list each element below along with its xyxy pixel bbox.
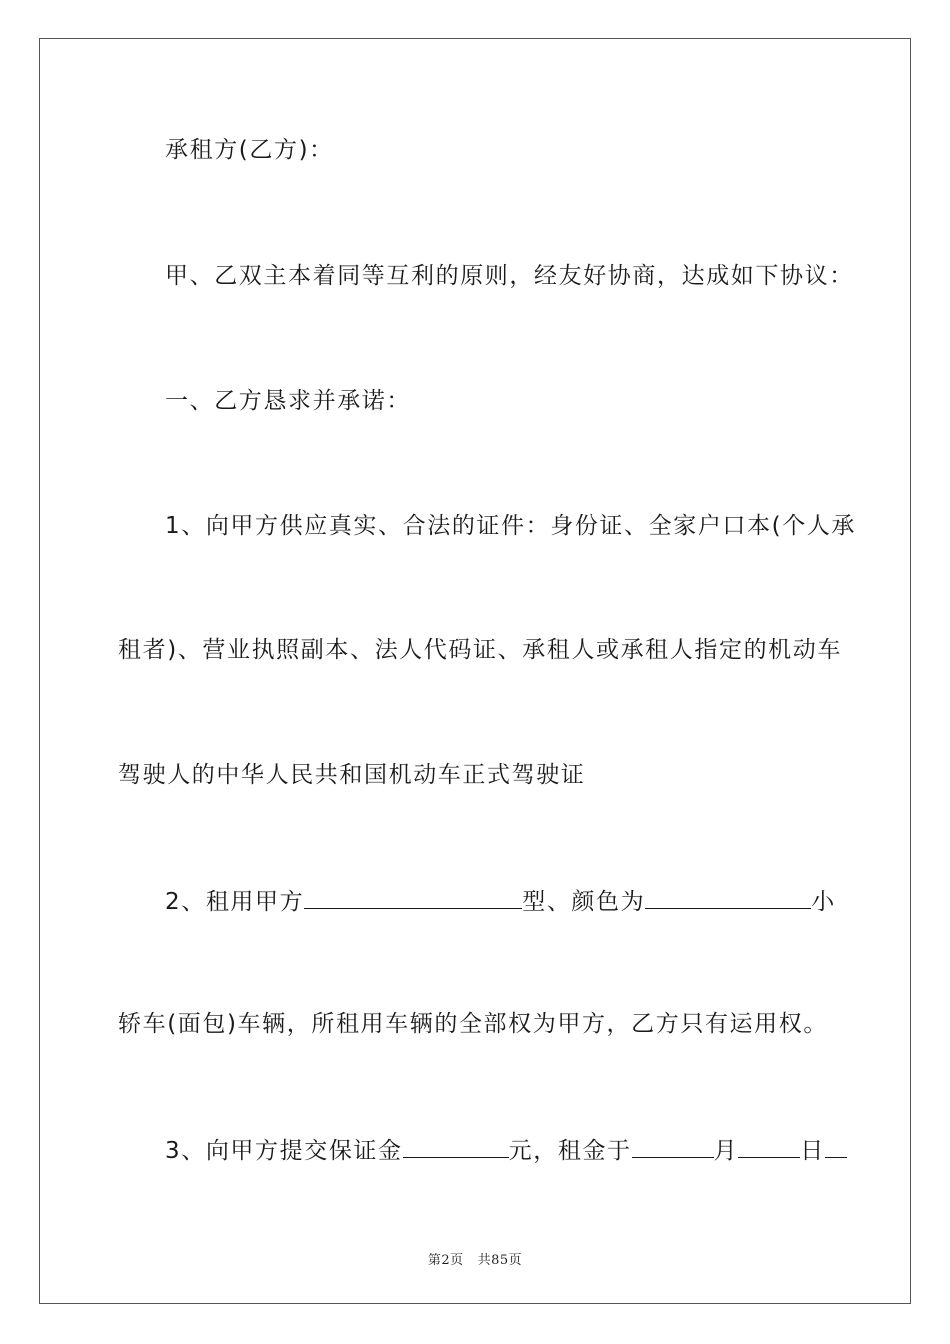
clause-1-line-1: 1、向甲方供应真实、合法的证件：身份证、全家户口本(个人承 (165, 513, 857, 539)
preamble-line: 甲、乙双主本着同等互利的原则，经友好协商，达成如下协议： (165, 263, 854, 289)
clause-2-line-1 (165, 888, 836, 914)
page-number: 第2页 (427, 1253, 464, 1268)
vehicle-model-blank (304, 888, 522, 909)
clause-3-text-d: 日 (800, 1138, 825, 1164)
clause-2-text-c: 小 (811, 889, 836, 915)
section-one-heading: 一、乙方恳求并承诺： (165, 388, 411, 414)
page-footer (0, 1249, 950, 1268)
clause-3-text-a: 3、向甲方提交保证金 (165, 1138, 403, 1164)
party-b-line: 承租方(乙方)： (165, 137, 334, 163)
clause-3-text-b: 元，租金于 (508, 1138, 632, 1164)
deposit-amount-blank (403, 1137, 509, 1158)
clause-1-line-3: 驾驶人的中华人民共和国机动车正式驾驶证 (118, 762, 586, 788)
clause-1-line-2: 租者)、营业执照副本、法人代码证、承租人或承租人指定的机动车 (118, 637, 842, 663)
clause-3-line-1 (165, 1137, 847, 1163)
rent-day-blank (738, 1137, 800, 1158)
clause-2-text-b: 型、颜色为 (522, 889, 646, 915)
clause-2-text-a: 2、租用甲方 (165, 889, 305, 915)
total-pages: 共85页 (477, 1253, 523, 1268)
trailing-blank (825, 1137, 847, 1158)
rent-month-blank (632, 1137, 714, 1158)
clause-2-line-2: 轿车(面包)车辆，所租用车辆的全部权为甲方，乙方只有运用权。 (118, 1011, 828, 1037)
vehicle-color-blank (645, 888, 811, 909)
clause-3-text-c: 月 (713, 1138, 739, 1164)
page-frame (39, 38, 911, 1304)
